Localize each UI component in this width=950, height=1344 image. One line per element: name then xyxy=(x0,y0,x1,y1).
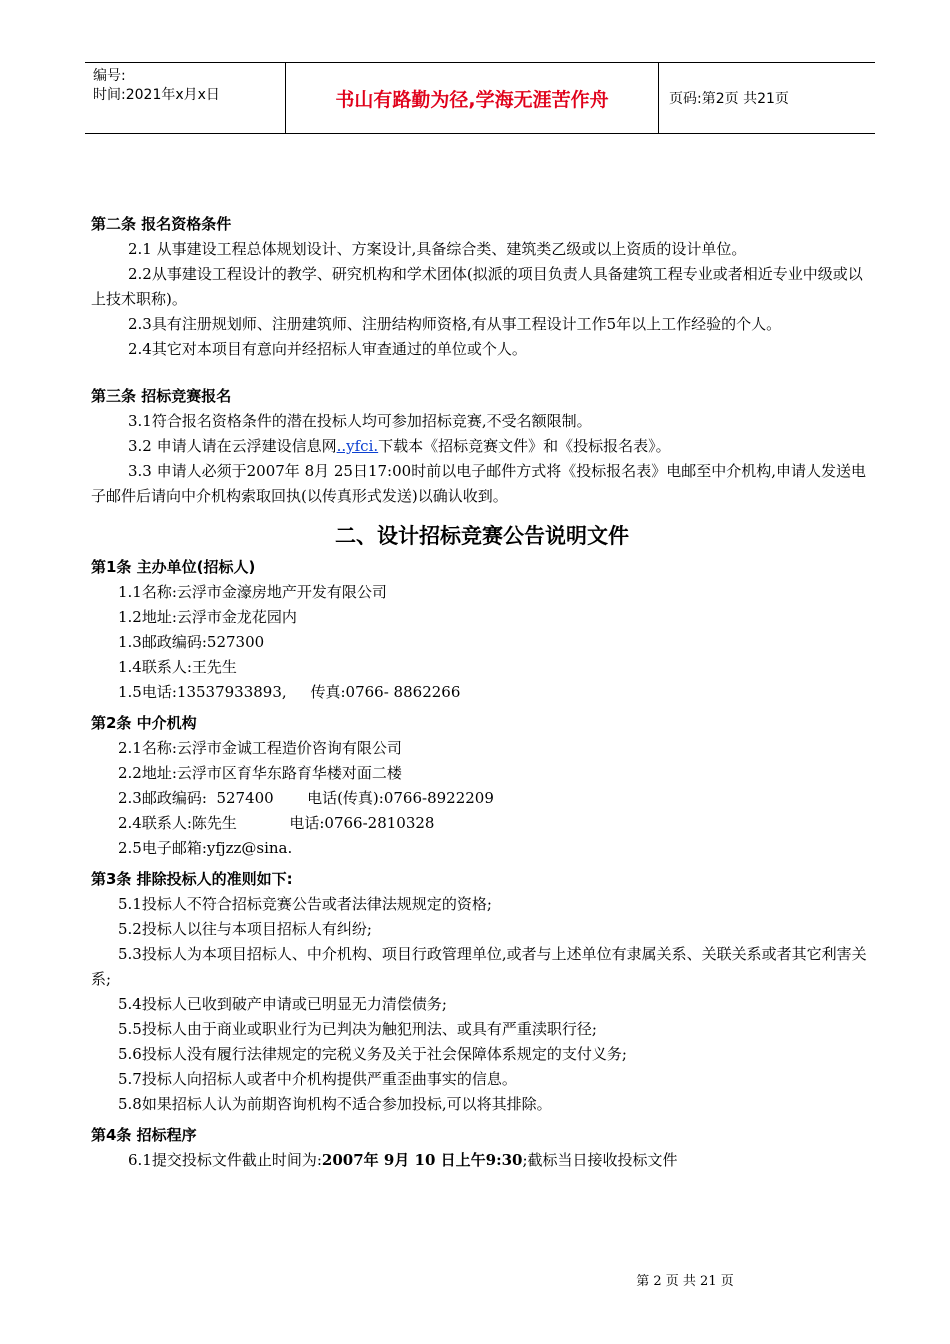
art2-item: 2.4联系人:陈先生 电话:0766-2810328 xyxy=(118,814,435,832)
paragraph-2-4: 2.4其它对本项目有意向并经招标人审查通过的单位或个人。 xyxy=(128,340,527,358)
header-meta xyxy=(85,63,285,133)
paragraph-2-2: 2.2从事建设工程设计的教学、研究机构和学术团体(拟派的项目负责人具备建筑工程专业或者相近专业中级或以上技术职称)。 xyxy=(91,265,863,308)
paragraph-3-2 xyxy=(91,434,873,459)
art4-heading: 第4条 招标程序 xyxy=(91,1126,197,1144)
footer-page-number: 第 2 页 共 21 页 xyxy=(636,1274,734,1289)
art3-item: 5.7投标人向招标人或者中介机构提供严重歪曲事实的信息。 xyxy=(118,1070,517,1088)
art4-p1-prefix: 6.1提交投标文件截止时间为: xyxy=(128,1151,322,1169)
article-2-heading: 第二条 报名资格条件 xyxy=(91,215,232,233)
paragraph-3-2-prefix: 3.2 申请人请在云浮建设信息网 xyxy=(128,437,337,455)
art3-item: 5.5投标人由于商业或职业行为已判决为触犯刑法、或具有严重渎职行径; xyxy=(118,1020,597,1038)
art1-item: 1.4联系人:王先生 xyxy=(118,658,237,676)
art4-paragraph-6-1 xyxy=(91,1148,873,1173)
website-link[interactable]: ..yfci. xyxy=(336,437,379,455)
document-time-label: 时间:2021年x月x日 xyxy=(93,87,220,103)
art2-item: 2.5电子邮箱:yfjzz@sina. xyxy=(118,839,293,857)
page-header xyxy=(85,62,875,134)
art1-item: 1.2地址:云浮市金龙花园内 xyxy=(118,608,297,626)
article-3-heading: 第三条 招标竞赛报名 xyxy=(91,387,232,405)
art2-item: 2.1名称:云浮市金诚工程造价咨询有限公司 xyxy=(118,739,402,757)
paragraph-3-1: 3.1符合报名资格条件的潜在投标人均可参加招标竞赛,不受名额限制。 xyxy=(128,412,592,430)
paragraph-2-3: 2.3具有注册规划师、注册建筑师、注册结构师资格,有从事工程设计工作5年以上工作经验的个人。 xyxy=(128,315,782,333)
art2-item: 2.2地址:云浮市区育华东路育华楼对面二楼 xyxy=(118,764,402,782)
art1-heading: 第1条 主办单位(招标人) xyxy=(91,558,256,576)
header-motto: 书山有路勤为径,学海无涯苦作舟 xyxy=(285,63,659,133)
header-page-label: 页码:第2页 共21页 xyxy=(669,91,789,107)
art3-heading: 第3条 排除投标人的准则如下: xyxy=(91,870,293,888)
art3-item: 5.8如果招标人认为前期咨询机构不适合参加投标,可以将其排除。 xyxy=(118,1095,552,1113)
art3-item: 5.1投标人不符合招标竞赛公告或者法律法规规定的资格; xyxy=(118,895,492,913)
paragraph-3-3: 3.3 申请人必须于2007年 8月 25日17:00时前以电子邮件方式将《投标报名表》电邮至中介机构,申请人发送电子邮件后请向中介机构索取回执(以传真形式发送)以确认收到。 xyxy=(91,462,866,505)
art3-item: 5.4投标人已收到破产申请或已明显无力清偿债务; xyxy=(118,995,447,1013)
art2-heading: 第2条 中介机构 xyxy=(91,714,197,732)
art4-p1-suffix: ;截标当日接收投标文件 xyxy=(522,1151,678,1169)
page-footer xyxy=(0,1270,950,1289)
art1-item: 1.1名称:云浮市金濠房地产开发有限公司 xyxy=(118,583,387,601)
document-number-label: 编号: xyxy=(93,68,126,84)
art1-item: 1.5电话:13537933893, 传真:0766- 8862266 xyxy=(118,683,461,701)
art3-item: 5.6投标人没有履行法律规定的完税义务及关于社会保障体系规定的支付义务; xyxy=(118,1045,627,1063)
art3-item: 5.3投标人为本项目招标人、中介机构、项目行政管理单位,或者与上述单位有隶属关系、关联关系或者其它利害关系; xyxy=(91,945,867,988)
section-title: 二、设计招标竞赛公告说明文件 xyxy=(335,524,629,548)
deadline-text: 2007年 9月 10 日上午9:30 xyxy=(321,1151,523,1169)
paragraph-3-2-suffix: 下载本《招标竞赛文件》和《投标报名表》。 xyxy=(378,437,671,455)
art1-item: 1.3邮政编码:527300 xyxy=(118,633,265,651)
document-body xyxy=(91,212,873,1173)
art3-item: 5.2投标人以往与本项目招标人有纠纷; xyxy=(118,920,372,938)
art2-item: 2.3邮政编码: 527400 电话(传真):0766-8922209 xyxy=(118,789,494,807)
paragraph-2-1: 2.1 从事建设工程总体规划设计、方案设计,具备综合类、建筑类乙级或以上资质的设计单位。 xyxy=(128,240,747,258)
